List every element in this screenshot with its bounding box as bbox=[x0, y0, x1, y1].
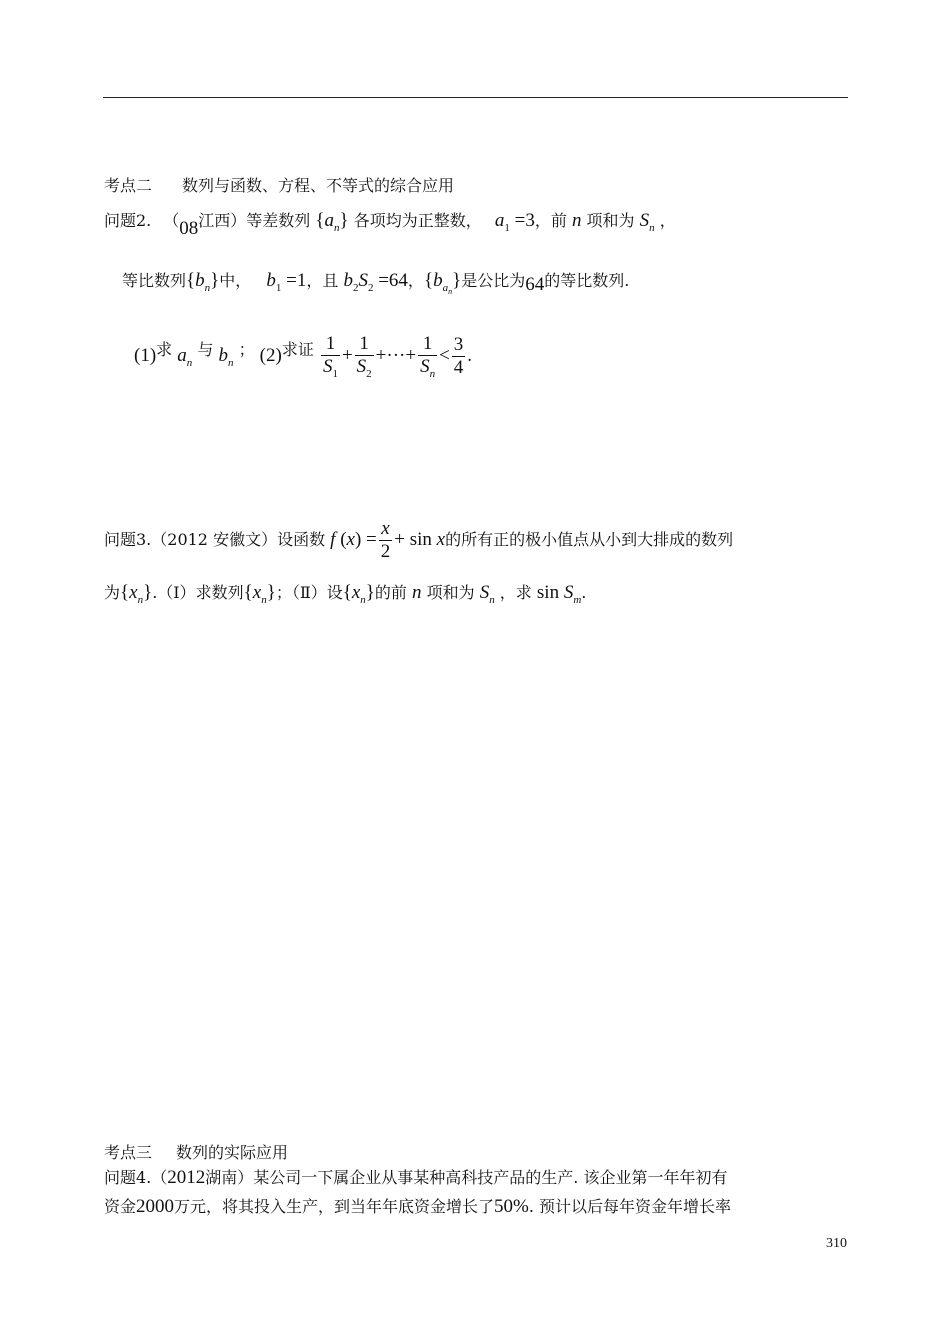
q4-percent: 50% bbox=[494, 1196, 529, 1217]
q2-text10: 的等比数列. bbox=[544, 271, 630, 290]
q3-n: n bbox=[412, 582, 422, 603]
q2-an: $a_n$ bbox=[177, 345, 193, 369]
q4-line1 bbox=[104, 1166, 727, 1190]
q2-parts bbox=[134, 326, 472, 388]
q3-function: f (x) = $\frac{x}{2}$ + sin x bbox=[330, 518, 446, 563]
q2-seq-ban: $\{b_{a_n}\}$ bbox=[423, 270, 462, 297]
q2-line1 bbox=[104, 206, 676, 238]
q2-text1: 各项均为正整数， bbox=[353, 211, 482, 230]
q2-source: 江西）等差数列 bbox=[198, 211, 311, 230]
q3-text2: 为 bbox=[104, 583, 121, 602]
q2-part1-text: 求 bbox=[156, 340, 173, 359]
q2-year: 08 bbox=[179, 218, 199, 239]
q2-part1-end: ； bbox=[238, 340, 255, 359]
q3-text5: 的前 bbox=[374, 583, 407, 602]
q3-text6: 项和为 bbox=[426, 583, 475, 602]
q3-text7: ，求 bbox=[499, 583, 532, 602]
q3-text1: 的所有正的极小值点从小到大排成的数列 bbox=[445, 530, 734, 549]
q2-a1-eq: $a_1 =3$ bbox=[494, 210, 535, 234]
q3-text4: ；（Ⅱ）设 bbox=[275, 583, 343, 602]
q2-seq-a: $\{a_n\}$ bbox=[315, 210, 349, 234]
q2-text4: ， bbox=[659, 211, 676, 230]
q3-line2 bbox=[104, 578, 586, 610]
q2-sn: $S_n$ bbox=[639, 210, 655, 234]
section3-label: 考点三 bbox=[104, 1143, 153, 1162]
q2-text2: ，前 bbox=[534, 211, 567, 230]
header-rule bbox=[103, 97, 848, 98]
q2-part1-label: (1) bbox=[134, 345, 157, 366]
q2-part2-label: (2) bbox=[259, 345, 282, 366]
q2-part1-and: 与 bbox=[197, 340, 214, 359]
q2-text8: ， bbox=[407, 271, 424, 290]
q2-b2s2-eq: $b_2S_2 =64$ bbox=[343, 270, 408, 294]
q4-text2b: 万元，将其投入生产，到当年年底资金增长了 bbox=[174, 1197, 495, 1216]
section2-heading bbox=[104, 176, 454, 196]
q3-seq-x-2: $\{x_n\}$ bbox=[243, 582, 276, 606]
q3-seq-x-3: $\{x_n\}$ bbox=[342, 582, 375, 606]
q3-seq-x: $\{x_n\}$ bbox=[120, 582, 153, 606]
q4-year: 2012 bbox=[167, 1167, 206, 1188]
section3-heading bbox=[104, 1143, 288, 1163]
q2-text5: 等比数列 bbox=[122, 271, 187, 290]
q2-inequality: $\frac{1}{S_1}$ + $\frac{1}{S_2}$ +···+ $\frac{1}{S_n}$ < $\frac{3}{4}$ . bbox=[322, 333, 473, 381]
q3-sin-sm: $\sin S_m$ bbox=[536, 582, 582, 606]
q4-text2c: . 预计以后每年资金年增长率 bbox=[528, 1197, 732, 1216]
q2-b1-eq: $b_1 =1$ bbox=[266, 270, 307, 294]
q2-paren: （ bbox=[163, 211, 180, 230]
q2-bn: $b_n$ bbox=[218, 345, 234, 369]
q4-text1: 湖南）某公司一下属企业从事某种高科技产品的生产. 该企业第一年年初有 bbox=[205, 1168, 728, 1187]
q2-n: n bbox=[571, 210, 582, 231]
page-number: 310 bbox=[826, 1236, 847, 1251]
q2-line2 bbox=[122, 266, 629, 302]
q4-label: 问题4.（ bbox=[104, 1168, 168, 1187]
q2-seq-b: $\{b_n\}$ bbox=[186, 270, 220, 294]
q2-text6: 中， bbox=[219, 271, 252, 290]
q2-label: 问题2. bbox=[104, 211, 152, 230]
q2-text9: 是公比为 bbox=[461, 271, 526, 290]
q3-label: 问题3.（2012 安徽文）设函数 bbox=[104, 530, 326, 549]
section3-title: 数列的实际应用 bbox=[176, 1143, 289, 1162]
q4-text2a: 资金 bbox=[104, 1197, 137, 1216]
q4-amount: 2000 bbox=[136, 1196, 175, 1217]
q2-ratio: 64 bbox=[525, 274, 545, 295]
q2-text7: ，且 bbox=[306, 271, 339, 290]
section2-label: 考点二 bbox=[104, 176, 153, 195]
q2-part2-text: 求证 bbox=[281, 340, 314, 359]
section2-title: 数列与函数、方程、不等式的综合应用 bbox=[182, 176, 455, 195]
q3-text3: .（Ⅰ）求数列 bbox=[152, 583, 244, 602]
q2-text3: 项和为 bbox=[586, 211, 635, 230]
q3-text8: . bbox=[581, 583, 587, 602]
q3-sn: $S_n$ bbox=[479, 582, 495, 606]
q4-line2 bbox=[104, 1194, 731, 1220]
q3-line1 bbox=[104, 514, 733, 566]
